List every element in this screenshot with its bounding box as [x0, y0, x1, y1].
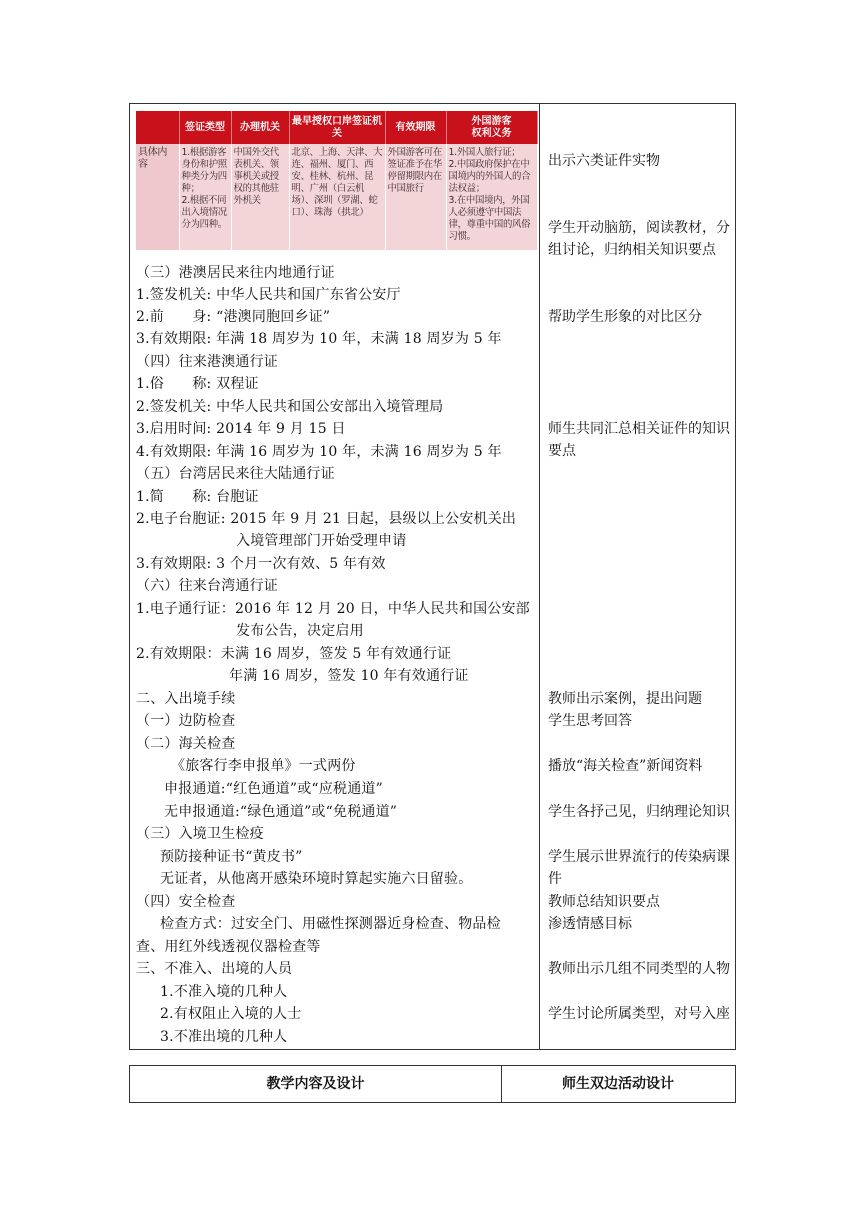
content-line: 3.有效期限: 3 个月一次有效、5 年有效: [136, 556, 386, 572]
activity-note: 出示六类证件实物: [548, 153, 660, 169]
footer-col-activity-design: 师生双边活动设计: [562, 1076, 674, 1092]
section-heading: （三）港澳居民来往内地通行证: [136, 265, 335, 281]
content-line: 无申报通道:“绿色通道”或“免税通道”: [164, 804, 398, 820]
activity-note: 学生讨论所属类型，对号入座: [548, 1006, 730, 1022]
activity-note: 学生开动脑筋，阅读教材，分组讨论，归纳相关知识要点: [548, 220, 730, 258]
activity-note: 学生思考回答: [548, 713, 632, 729]
activity-note: 教师出示案例，提出问题: [548, 691, 702, 707]
content-line: 4.有效期限: 年满 16 周岁为 10 年，未满 16 周岁为 5 年: [136, 444, 502, 460]
activity-note: 教师出示几组不同类型的人物: [548, 961, 730, 977]
content-line: 2.有效期限：未满 16 周岁，签发 5 年有效通行证: [136, 646, 452, 662]
section-heading: （二）海关检查: [136, 736, 236, 752]
content-line: 1.简 称: 台胞证: [136, 489, 259, 505]
section-heading: （四）往来港澳通行证: [136, 354, 278, 370]
content-line: 1.签发机关: 中华人民共和国广东省公安厅: [136, 287, 401, 303]
section-heading: 二、入出境手续: [136, 691, 236, 707]
content-line: 2.前 身: “港澳同胞回乡证”: [136, 309, 331, 325]
visa-content-row: [136, 144, 537, 250]
activity-note: 播放“海关检查”新闻资料: [548, 758, 703, 774]
content-line: 1.不准入境的几种人: [160, 984, 288, 1000]
visa-row-label: 具体内容: [136, 144, 179, 250]
content-line: 年满 16 周岁，签发 10 年有效通行证: [229, 668, 469, 684]
visa-cell-port: 北京、上海、天津、大连、福州、厦门、西安、桂林、杭州、昆明、广州（白云机场）、深圳（罗湖、蛇口）、珠海（拱北）: [289, 144, 385, 250]
visa-header-validity: 有效期限: [385, 111, 446, 144]
content-line: 预防接种证书“黄皮书”: [160, 849, 303, 865]
section-heading: 三、不准入、出境的人员: [136, 961, 293, 977]
visa-header-rights: 外国游客 权利义务: [446, 111, 537, 144]
visa-cell-validity: 外国游客可在签证准予在华停留期限内在中国旅行: [385, 144, 446, 250]
visa-cell-rights: 1.外国人旅行证； 2.中国政府保护在中国境内的外国人的合法权益； 3.在中国境内，外国人必须遵守中国法律，尊重中国的风俗习惯。: [446, 144, 537, 250]
footer-header-table: [129, 1065, 736, 1103]
visa-header-port: 最早授权口岸签证机关: [289, 111, 385, 144]
section-heading: （四）安全检查: [136, 894, 236, 910]
section-heading: （三）入境卫生检疫: [136, 826, 264, 842]
content-line: 查、用红外线透视仪器检查等: [136, 939, 321, 955]
content-line: 检查方式：过安全门、用磁性探测器近身检查、物品检: [160, 916, 501, 932]
activity-note: 师生共同汇总相关证件的知识要点: [548, 421, 730, 459]
activity-note: 教师总结知识要点: [548, 894, 660, 910]
footer-col-content-design: 教学内容及设计: [130, 1066, 502, 1102]
content-line: 3.不准出境的几种人: [160, 1029, 288, 1045]
activity-note: 帮助学生形象的对比区分: [548, 309, 702, 325]
section-heading: （六）往来台湾通行证: [136, 578, 278, 594]
activity-note: 学生展示世界流行的传染病课件: [548, 849, 730, 887]
visa-header-blank: [136, 111, 179, 144]
visa-cell-office: 中国外交代表机关、领事机关或授权的其他驻外机关: [231, 144, 289, 250]
content-line: 2.电子台胞证: 2015 年 9 月 21 日起，县级以上公安机关出: [136, 511, 517, 527]
activity-note: 渗透情感目标: [548, 916, 632, 932]
visa-header-row: [136, 111, 537, 144]
content-line: 《旅客行李申报单》一式两份: [171, 758, 356, 774]
content-line: 无证者，从他离开感染环境时算起实施六日留验。: [160, 871, 473, 887]
activity-note: 学生各抒己见，归纳理论知识: [548, 804, 730, 820]
content-line: 1.电子通行证：2016 年 12 月 20 日，中华人民共和国公安部: [136, 601, 530, 617]
content-line: 3.启用时间: 2014 年 9 月 15 日: [136, 421, 346, 437]
content-line: 发布公告，决定启用: [236, 623, 364, 639]
section-heading: （五）台湾居民来往大陆通行证: [136, 466, 335, 482]
visa-info-table: [136, 111, 538, 250]
content-line: 入境管理部门开始受理申请: [236, 533, 407, 549]
column-divider: [539, 103, 540, 1050]
visa-header-type: 签证类型: [179, 111, 231, 144]
content-line: 3.有效期限: 年满 18 周岁为 10 年，未满 18 周岁为 5 年: [136, 331, 502, 347]
section-heading: （一）边防检查: [136, 713, 236, 729]
content-line: 1.俗 称: 双程证: [136, 376, 259, 392]
content-line: 2.签发机关: 中华人民共和国公安部出入境管理局: [136, 399, 444, 415]
visa-header-office: 办理机关: [231, 111, 289, 144]
content-line: 2.有权阻止入境的人士: [160, 1006, 302, 1022]
visa-cell-type: 1.根据游客身份和护照种类分为四种； 2.根据不同出入境情况分为四种。: [179, 144, 231, 250]
content-line: 申报通道:“红色通道”或“应税通道”: [164, 781, 383, 797]
